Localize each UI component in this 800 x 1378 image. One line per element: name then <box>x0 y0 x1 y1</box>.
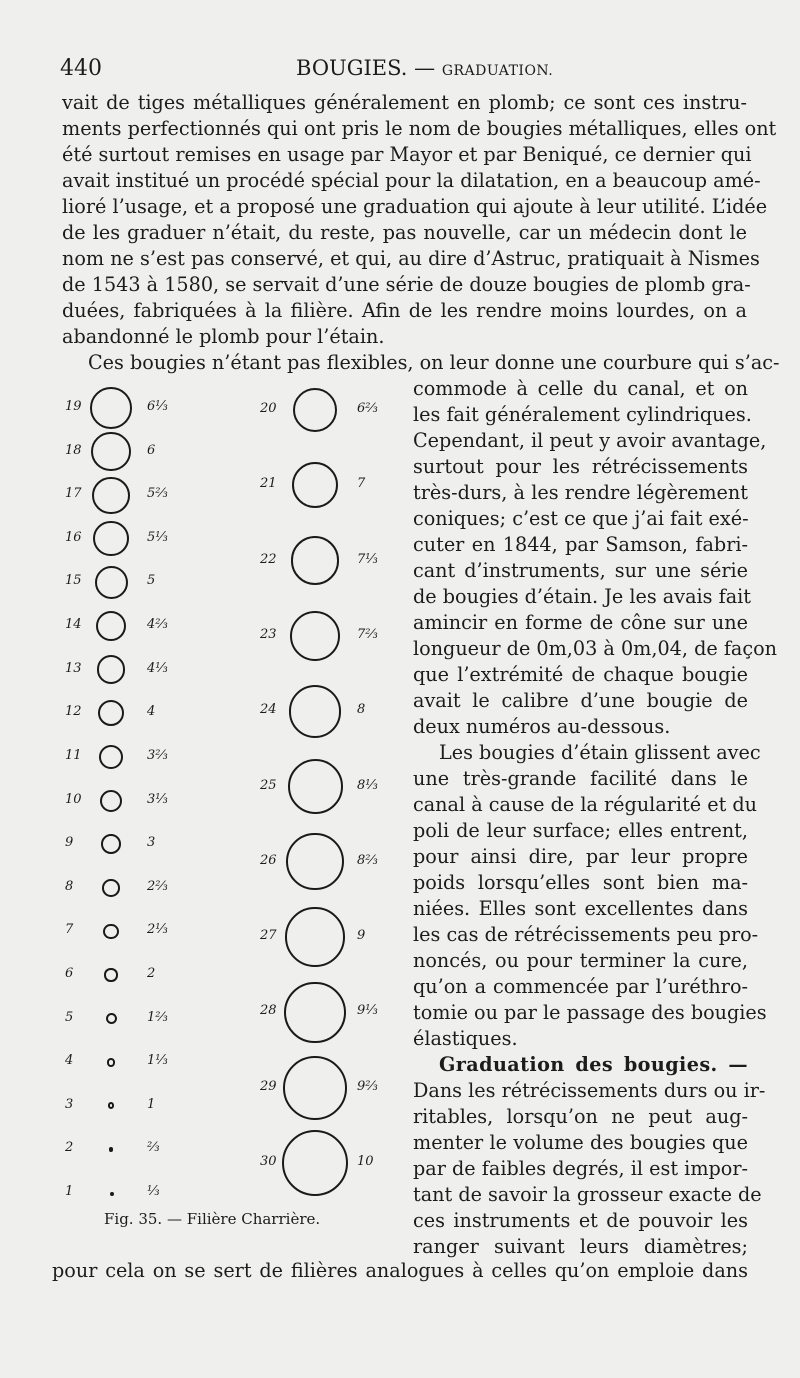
text-line: élastiques. <box>413 1027 518 1050</box>
left-gauge-mm-6: 2 <box>147 965 156 981</box>
right-gauge-mm-29: 9⅔ <box>357 1078 378 1094</box>
right-gauge-hole-20 <box>293 388 337 432</box>
text-line: avait le calibre d’une bougie de <box>413 689 748 712</box>
text-line: les fait généralement cylindriques. <box>413 403 752 426</box>
text-line: cant d’instruments, sur une série <box>413 559 748 582</box>
right-gauge-number-29: 29 <box>260 1078 277 1094</box>
right-gauge-mm-25: 8⅓ <box>357 777 378 793</box>
text-line: abandonné le plomb pour l’étain. <box>62 325 385 348</box>
text-line: tant de savoir la grosseur exacte de <box>413 1183 762 1206</box>
text-line: tomie ou par le passage des bougies <box>413 1001 767 1024</box>
text-line: noncés, ou pour terminer la cure, <box>413 949 748 972</box>
text-line: que l’extrémité de chaque bougie <box>413 663 748 686</box>
left-gauge-mm-17: 5⅔ <box>147 486 168 502</box>
left-gauge-hole-19 <box>90 387 132 429</box>
left-gauge-mm-2: ⅔ <box>147 1140 160 1156</box>
text-line: ranger suivant leurs diamètres; <box>413 1235 748 1258</box>
left-gauge-number-1: 1 <box>65 1184 74 1199</box>
right-gauge-mm-30: 10 <box>357 1154 374 1169</box>
right-gauge-hole-24 <box>289 685 342 738</box>
left-gauge-hole-12 <box>98 700 124 726</box>
text-line: duées, fabriquées à la filière. Afin de les rendre moins lourdes, on a <box>62 299 747 322</box>
left-gauge-hole-14 <box>96 611 127 642</box>
left-gauge-hole-16 <box>93 521 128 556</box>
left-gauge-number-9: 9 <box>65 835 74 851</box>
left-gauge-number-16: 16 <box>65 529 82 545</box>
right-gauge-mm-22: 7⅓ <box>357 551 378 567</box>
left-gauge-mm-10: 3⅓ <box>147 791 168 807</box>
right-gauge-number-21: 21 <box>260 476 277 492</box>
left-gauge-number-3: 3 <box>65 1096 74 1112</box>
left-gauge-number-7: 7 <box>65 922 74 938</box>
text-line: niées. Elles sont excellentes dans <box>413 897 748 920</box>
text-line: pour ainsi dire, par leur propre <box>413 845 748 868</box>
left-gauge-hole-8 <box>102 879 120 897</box>
text-line: lioré l’usage, et a proposé une graduation qui ajoute à leur utilité. L’idée <box>62 195 768 218</box>
left-gauge-hole-5 <box>106 1013 117 1024</box>
right-gauge-number-25: 25 <box>260 777 277 793</box>
text-line: Les bougies d’étain glissent avec <box>439 741 761 764</box>
left-gauge-mm-8: 2⅔ <box>147 878 168 894</box>
text-line: menter le volume des bougies que <box>413 1131 748 1154</box>
text-line: vait de tiges métalliques généralement en plomb; ce sont ces instru- <box>62 91 747 114</box>
right-gauge-hole-29 <box>283 1056 347 1120</box>
left-gauge-mm-13: 4⅓ <box>147 660 168 676</box>
right-gauge-mm-23: 7⅔ <box>357 626 378 642</box>
text-line: qu’on a commencée par l’uréthro- <box>413 975 748 998</box>
text-line: de les graduer n’était, du reste, pas nouvelle, car un médecin dont le <box>62 221 747 244</box>
left-gauge-mm-3: 1 <box>147 1096 156 1112</box>
filiere-figure <box>55 378 415 1228</box>
left-gauge-hole-7 <box>103 924 118 939</box>
left-gauge-mm-15: 5 <box>147 573 156 589</box>
text-line: Ces bougies n’étant pas flexibles, on leur donne une courbure qui s’ac- <box>88 351 780 374</box>
left-gauge-number-8: 8 <box>65 878 74 894</box>
running-title-main: BOUGIES. — <box>296 56 436 80</box>
left-gauge-mm-19: 6⅓ <box>147 399 168 414</box>
text-line: très-durs, à les rendre légèrement <box>413 481 748 504</box>
right-gauge-hole-28 <box>284 982 346 1044</box>
left-gauge-number-19: 19 <box>65 399 82 414</box>
left-gauge-mm-12: 4 <box>147 704 156 720</box>
text-line: amincir en forme de cône sur une <box>413 611 748 634</box>
text-line: deux numéros au-dessous. <box>413 715 671 738</box>
left-gauge-mm-7: 2⅓ <box>147 922 168 938</box>
left-gauge-number-18: 18 <box>65 442 82 458</box>
text-line: nom ne s’est pas conservé, et qui, au dire d’Astruc, pratiquait à Nismes <box>62 247 760 270</box>
closing-line <box>52 1258 748 1284</box>
right-gauge-hole-22 <box>291 536 339 584</box>
left-gauge-hole-1 <box>110 1192 114 1196</box>
right-gauge-number-28: 28 <box>260 1003 277 1019</box>
left-gauge-hole-11 <box>99 745 123 769</box>
left-gauge-number-4: 4 <box>65 1053 74 1069</box>
text-line: poli de leur surface; elles entrent, <box>413 819 748 842</box>
left-gauge-hole-15 <box>95 566 128 599</box>
right-gauge-hole-21 <box>292 462 338 508</box>
right-gauge-hole-26 <box>286 833 343 890</box>
running-header <box>60 52 740 86</box>
text-line: ments perfectionnés qui ont pris le nom de bougies métalliques, elles ont <box>62 117 777 140</box>
text-line: surtout pour les rétrécissements <box>413 455 748 478</box>
right-column-text <box>413 376 778 1260</box>
left-gauge-mm-14: 4⅔ <box>147 617 168 633</box>
left-gauge-mm-9: 3 <box>147 835 156 851</box>
right-gauge-mm-27: 9 <box>357 928 366 944</box>
text-line: ritables, lorsqu’on ne peut aug- <box>413 1105 748 1128</box>
text-line: pour cela on se sert de filières analogues à celles qu’on emploie dans <box>52 1259 748 1282</box>
left-gauge-mm-4: 1⅓ <box>147 1053 168 1069</box>
right-gauge-hole-23 <box>290 611 341 662</box>
left-gauge-number-10: 10 <box>65 791 82 807</box>
text-line: été surtout remises en usage par Mayor et par Beniqué, ce dernier qui <box>62 143 752 166</box>
right-gauge-number-23: 23 <box>260 626 277 642</box>
text-line: cuter en 1844, par Samson, fabri- <box>413 533 748 556</box>
left-gauge-number-14: 14 <box>65 617 82 633</box>
left-gauge-hole-13 <box>97 655 126 684</box>
left-gauge-hole-4 <box>107 1058 116 1067</box>
right-gauge-number-26: 26 <box>260 852 277 868</box>
text-line: longueur de 0m,03 à 0m,04, de façon <box>413 637 778 660</box>
right-gauge-mm-28: 9⅓ <box>357 1003 378 1019</box>
top-paragraph <box>62 90 780 376</box>
right-gauge-number-20: 20 <box>260 401 277 416</box>
text-line: de 1543 à 1580, se servait d’une série de douze bougies de plomb gra- <box>62 273 751 296</box>
left-gauge-mm-5: 1⅔ <box>147 1009 168 1025</box>
right-gauge-hole-30 <box>282 1130 348 1196</box>
left-gauge-number-15: 15 <box>65 573 82 589</box>
text-line: Dans les rétrécissements durs ou ir- <box>413 1079 766 1102</box>
text-line: une très-grande facilité dans le <box>413 767 748 790</box>
text-line: Cependant, il peut y avoir avantage, <box>413 429 767 452</box>
right-gauge-number-22: 22 <box>260 551 277 567</box>
right-gauge-mm-24: 8 <box>357 702 366 718</box>
left-gauge-hole-10 <box>100 790 122 812</box>
right-gauge-mm-26: 8⅔ <box>357 852 378 868</box>
left-gauge-number-11: 11 <box>65 747 82 763</box>
left-gauge-number-6: 6 <box>65 965 74 981</box>
left-gauge-number-2: 2 <box>65 1140 74 1156</box>
right-gauge-number-24: 24 <box>260 702 277 718</box>
text-line: canal à cause de la régularité et du <box>413 793 758 816</box>
text-line: de bougies d’étain. Je les avais fait <box>413 585 752 608</box>
left-gauge-hole-2 <box>109 1147 113 1151</box>
running-title-section: GRADUATION. <box>441 63 554 79</box>
text-line: poids lorsqu’elles sont bien ma- <box>413 871 748 894</box>
left-gauge-hole-18 <box>91 432 131 472</box>
left-gauge-number-5: 5 <box>65 1009 74 1025</box>
text-line: commode à celle du canal, et on <box>413 377 748 400</box>
left-gauge-hole-6 <box>104 968 117 981</box>
right-gauge-mm-21: 7 <box>357 476 366 492</box>
left-gauge-number-17: 17 <box>65 486 82 502</box>
section-heading: Graduation des bougies. — <box>439 1053 748 1076</box>
figure-caption: Fig. 35. — Filière Charrière. <box>104 1210 321 1228</box>
right-gauge-hole-25 <box>288 759 343 814</box>
left-gauge-mm-11: 3⅔ <box>147 747 168 763</box>
left-gauge-hole-9 <box>101 834 121 854</box>
right-gauge-number-27: 27 <box>260 928 277 944</box>
left-gauge-mm-1: ⅓ <box>147 1184 160 1199</box>
text-line: ces instruments et de pouvoir les <box>413 1209 748 1232</box>
left-gauge-mm-16: 5⅓ <box>147 529 168 545</box>
text-line: avait institué un procédé spécial pour la dilatation, en a beaucoup amé- <box>62 169 761 192</box>
right-gauge-number-30: 30 <box>260 1154 277 1169</box>
page-number: 440 <box>60 56 102 81</box>
left-gauge-hole-3 <box>108 1102 115 1109</box>
text-line: par de faibles degrés, il est impor- <box>413 1157 748 1180</box>
left-gauge-hole-17 <box>92 477 129 514</box>
left-gauge-number-12: 12 <box>65 704 82 720</box>
right-gauge-hole-27 <box>285 907 344 966</box>
text-line: coniques; c’est ce que j’ai fait exé- <box>413 507 749 530</box>
running-title <box>296 56 553 80</box>
left-gauge-number-13: 13 <box>65 660 82 676</box>
text-line: les cas de rétrécissements peu pro- <box>413 923 759 946</box>
left-gauge-mm-18: 6 <box>147 442 156 458</box>
right-gauge-mm-20: 6⅔ <box>357 401 378 416</box>
